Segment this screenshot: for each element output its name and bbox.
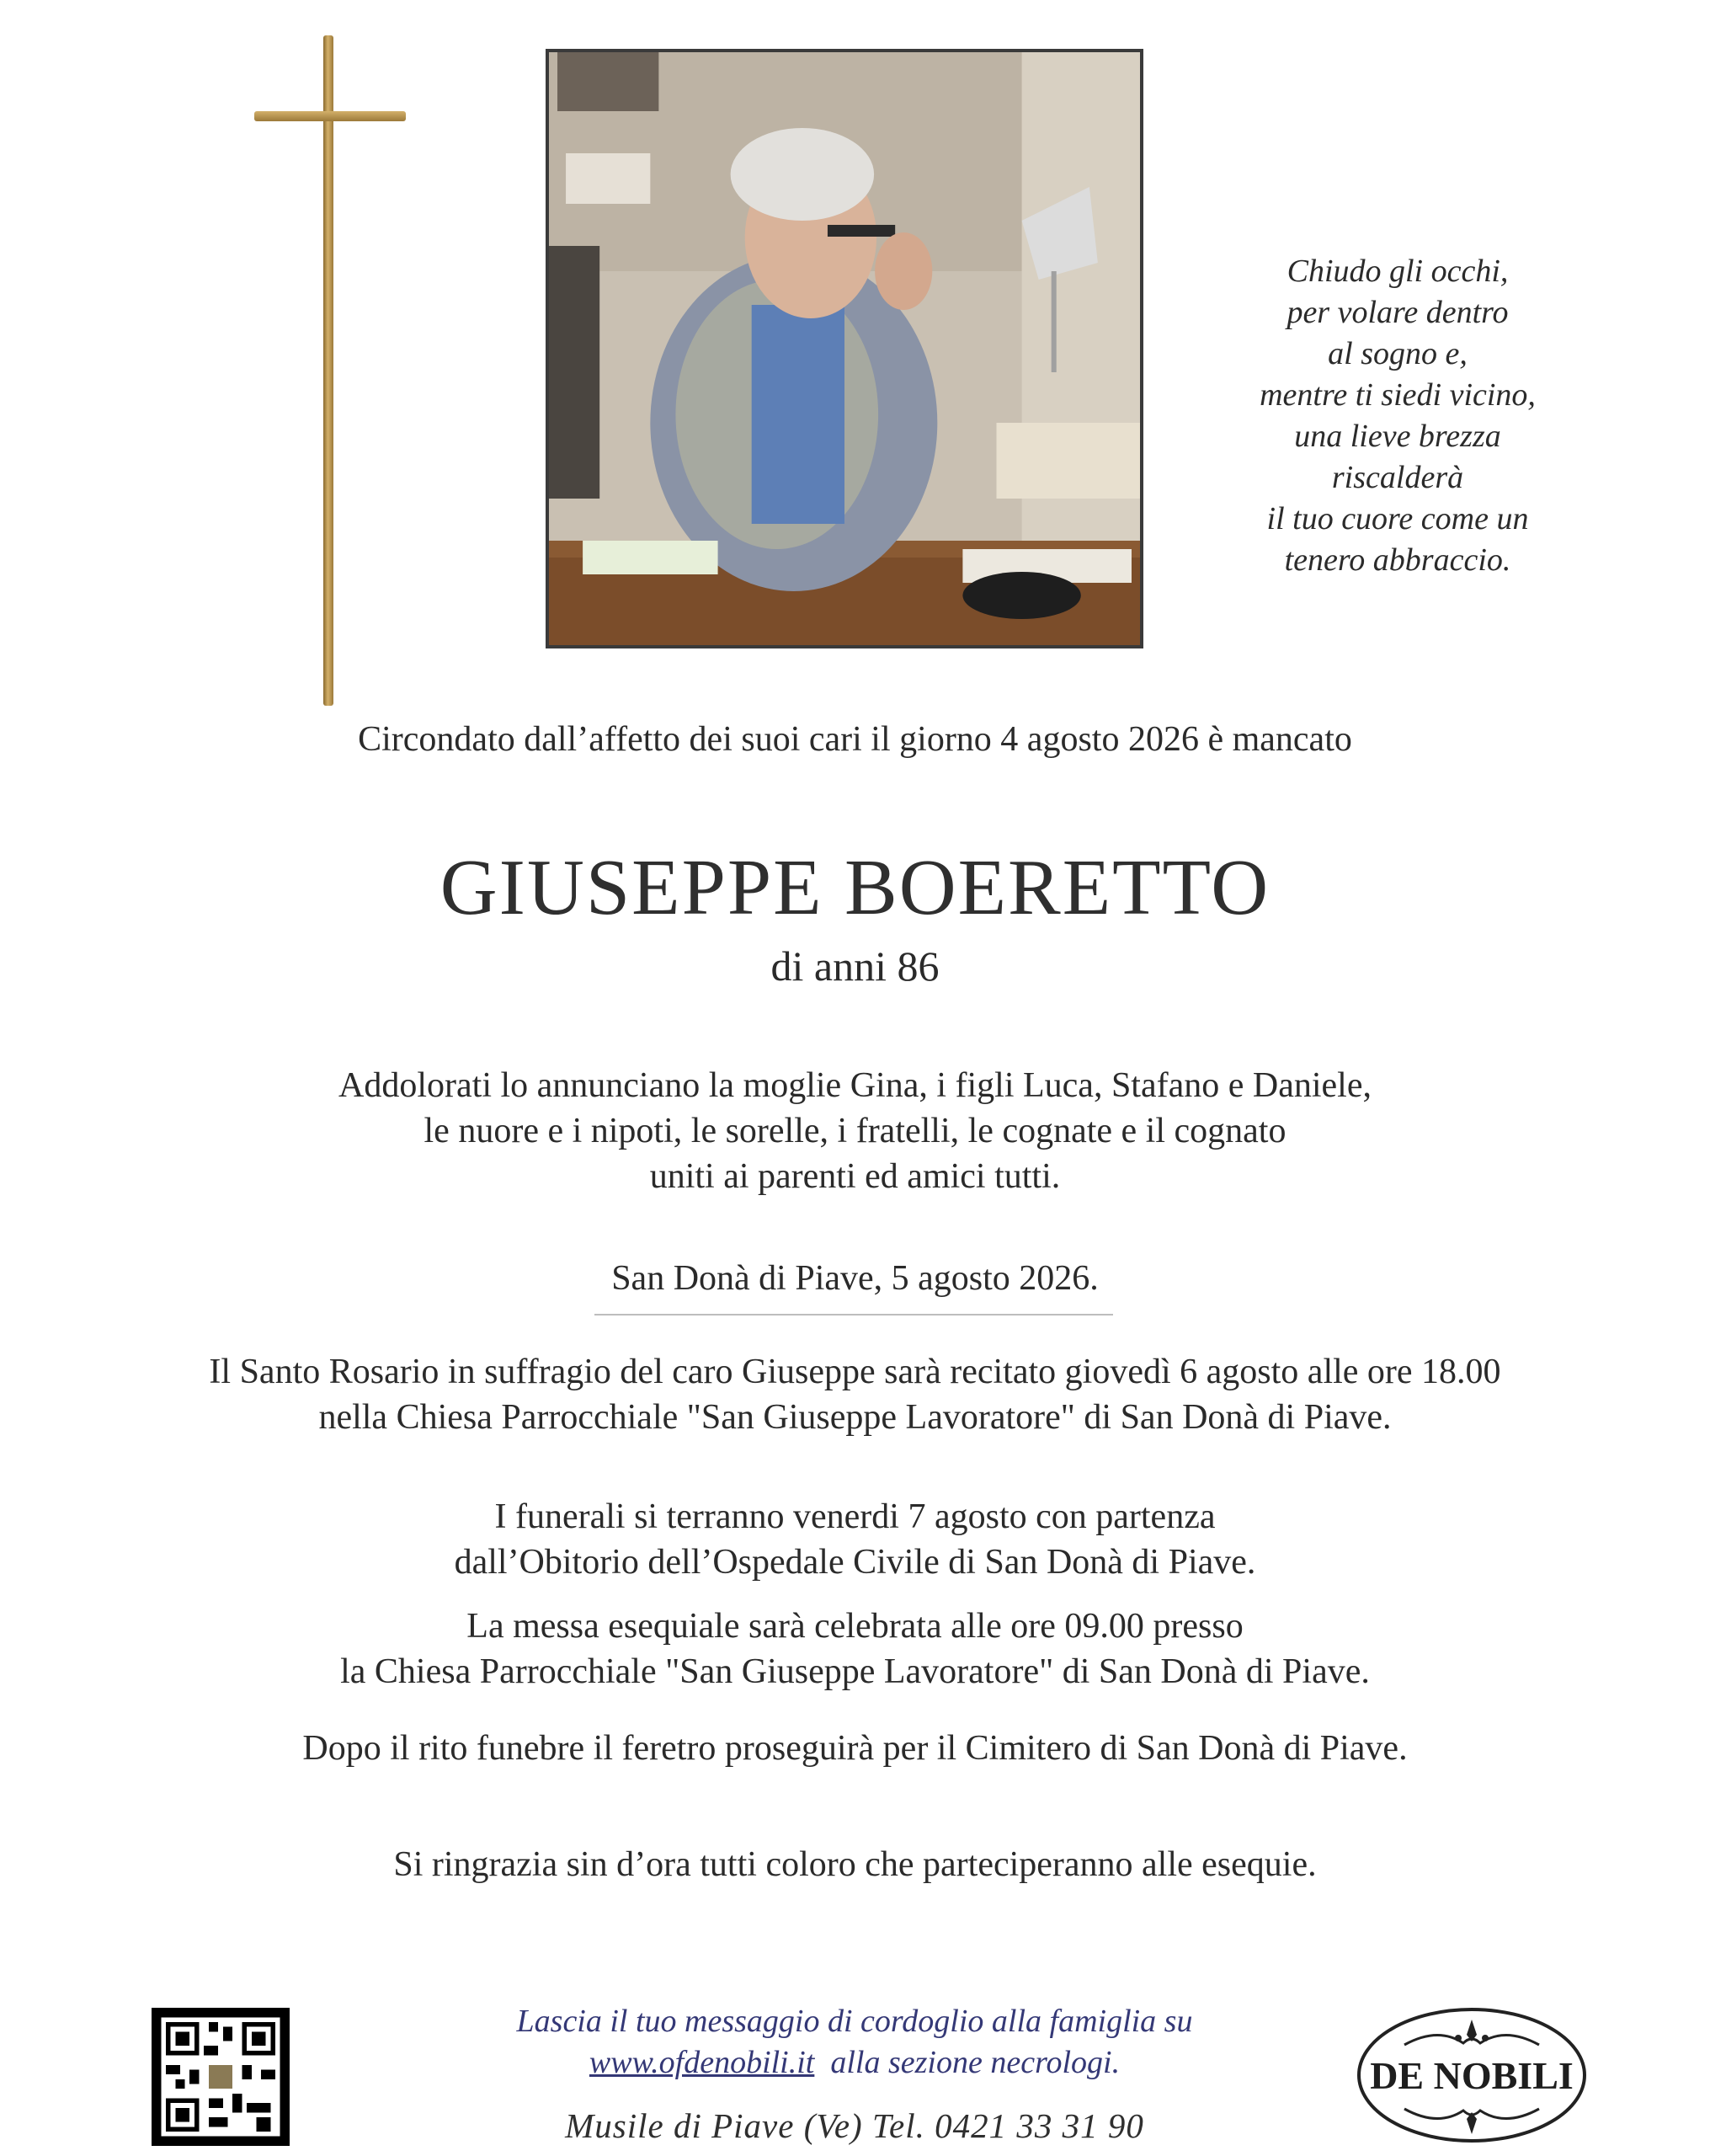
poem-line: il tuo cuore come un (1266, 501, 1529, 536)
deceased-name: GIUSEPPE BOERETTO (439, 844, 1271, 931)
poem-line: al sogno e, (1328, 336, 1468, 371)
cross-icon-arm (254, 111, 406, 121)
deceased-age: di anni 86 (770, 942, 940, 990)
contact-info: Musile di Piave (Ve) Tel. 0421 33 31 90 (565, 2106, 1144, 2145)
poem-line: una lieve brezza (1294, 419, 1501, 454)
portrait-photo (546, 49, 1143, 648)
burial-info: Dopo il rito funebre il feretro proseguirà per il Cimitero di San Donà di Piave. (302, 1729, 1408, 1768)
poem-line: mentre ti siedi vicino, (1260, 377, 1536, 413)
announcement-line: Addolorati lo annunciano la moglie Gina, i figli Luca, Stafano e Daniele, (338, 1066, 1372, 1105)
cross-icon (323, 35, 333, 706)
mass-line: La messa esequiale sarà celebrata alle ore 09.00 presso (466, 1607, 1244, 1646)
mass-line: la Chiesa Parrocchiale "San Giuseppe Lavoratore" di San Donà di Piave. (340, 1652, 1370, 1691)
funeral-line: I funerali si terranno venerdi 7 agosto con partenza (494, 1497, 1216, 1536)
place-date: San Donà di Piave, 5 agosto 2026. (611, 1259, 1099, 1298)
de-nobili-logo (1354, 2001, 1590, 2144)
rosary-line: nella Chiesa Parrocchiale "San Giuseppe Lavoratore" di San Donà di Piave. (318, 1398, 1392, 1437)
death-intro: Circondato dall’affetto dei suoi cari il giorno 4 agosto 2026 è mancato (358, 720, 1352, 759)
condolence-line: Lascia il tuo messaggio di cordoglio alla famiglia su (516, 2004, 1193, 2039)
condolence-line-2 (370, 2042, 1339, 2084)
rosary-info (0, 1349, 1710, 1440)
funeral-line: dall’Obitorio dell’Ospedale Civile di San Donà di Piave. (454, 1543, 1256, 1582)
rosary-line: Il Santo Rosario in suffragio del caro Giuseppe sarà recitato giovedì 6 agosto alle ore 18.00 (209, 1353, 1501, 1391)
funeral-info (0, 1494, 1710, 1585)
poem-line: tenero abbraccio. (1284, 542, 1511, 578)
condolence-line-rest: alla sezione necrologi. (830, 2045, 1121, 2080)
divider (594, 1314, 1113, 1315)
poem-line: per volare dentro (1286, 295, 1509, 330)
announcement-line: le nuore e i nipoti, le sorelle, i fratelli, le cognate e il cognato (424, 1112, 1286, 1150)
poem-line: Chiudo gli occhi, (1286, 253, 1509, 289)
website-link[interactable]: www.ofdenobili.it (589, 2045, 815, 2080)
thanks-note: Si ringrazia sin d’ora tutti coloro che parteciperanno alle esequie. (393, 1845, 1317, 1884)
logo-text: DE NOBILI (1370, 2054, 1574, 2097)
mass-info (0, 1604, 1710, 1694)
poem-line: riscalderà (1331, 460, 1464, 495)
announcement-line: uniti ai parenti ed amici tutti. (649, 1157, 1061, 1196)
announcement (0, 1063, 1710, 1199)
qr-code[interactable] (152, 2008, 290, 2146)
condolence-message (370, 2001, 1339, 2084)
poem (1179, 251, 1617, 581)
